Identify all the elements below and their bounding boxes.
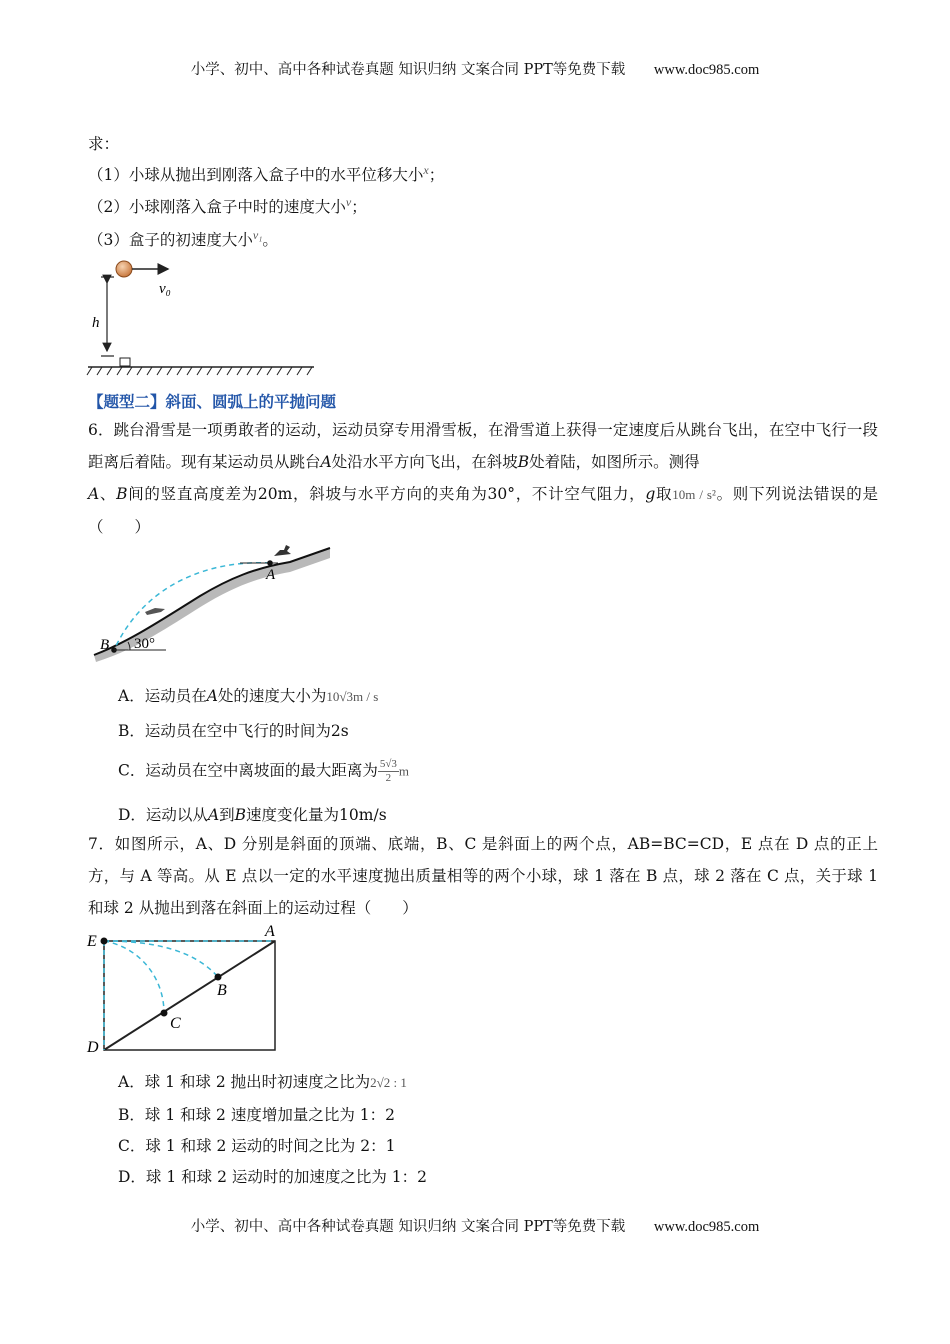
- q5-part2: [88, 195, 367, 217]
- svg-text:30°: 30°: [134, 636, 155, 652]
- q5-part3-symbol: v₁: [252, 228, 263, 242]
- svg-text:E: E: [87, 933, 97, 950]
- point-B: [215, 974, 222, 981]
- q6-stem: [88, 414, 878, 543]
- q5-part3: [88, 228, 278, 250]
- q6-option-b[interactable]: B．运动员在空中飞行的时间为2s: [118, 722, 349, 740]
- q6-figure: [90, 538, 340, 663]
- header-url[interactable]: www.doc985.com: [653, 62, 760, 78]
- skier-top: [274, 545, 291, 556]
- q6-option-c-denominator: 2: [385, 772, 392, 784]
- q7-option-d[interactable]: D．球 1 和球 2 运动时的加速度之比为 1：2: [118, 1168, 428, 1186]
- q6-stem-f: 取: [655, 485, 673, 503]
- q6-option-d-B: B: [234, 806, 247, 824]
- svg-text:D: D: [87, 1039, 99, 1056]
- q5-part1-end: ；: [428, 166, 445, 185]
- box: [120, 358, 130, 366]
- q5-part1-symbol: x: [423, 163, 429, 177]
- skier-mid: [145, 608, 165, 615]
- q6-g-value: 10m / s²: [672, 487, 716, 502]
- h-label: h: [92, 315, 100, 331]
- point-E: [101, 938, 108, 945]
- q6-stem-c: 处着陆，如图所示。测得: [529, 453, 700, 471]
- footer-text: 小学、初中、高中各种试卷真题 知识归纳 文案合同 PPT等免费下载: [190, 1219, 626, 1235]
- q6-option-a[interactable]: [118, 684, 378, 706]
- q6-option-a-value: 10√3m / s: [326, 689, 379, 704]
- svg-text:B: B: [100, 637, 110, 653]
- q6-option-a-text: A．运动员在: [118, 687, 207, 705]
- point-C: [161, 1010, 168, 1017]
- q6-stem-b: 处沿水平方向飞出，在斜坡: [331, 453, 518, 471]
- q5-part3-end: 。: [262, 231, 278, 250]
- q7-option-b[interactable]: B．球 1 和球 2 速度增加量之比为 1：2: [118, 1106, 395, 1124]
- q6-option-d-A: A: [207, 806, 220, 824]
- q5-part1: [88, 163, 444, 185]
- q5-part1-text: （1）小球从抛出到刚落入盒子中的水平位移大小: [88, 166, 424, 185]
- q6-stem-e: 间的竖直高度差为20m，斜坡与水平方向的夹角为30°，不计空气阻力，: [127, 485, 646, 503]
- q6-stem-A: A: [320, 453, 332, 471]
- q5-part2-symbol: v: [345, 195, 352, 209]
- q6-option-c-numerator: 5√3: [379, 758, 397, 770]
- q5-intro: 求：: [88, 135, 120, 153]
- footer-url[interactable]: www.doc985.com: [653, 1219, 760, 1235]
- q6-option-d-text: D．运动以从: [118, 806, 208, 824]
- q7-option-c[interactable]: C．球 1 和球 2 运动的时间之比为 2：1: [118, 1137, 396, 1155]
- q6-option-d-text3: 速度变化量为10m/s: [246, 806, 387, 824]
- page-header: [0, 58, 950, 79]
- q6-option-a-A: A: [206, 687, 218, 705]
- q6-stem-d: 、: [99, 485, 117, 503]
- q5-figure: [84, 255, 324, 380]
- q5-part2-end: ；: [351, 198, 367, 217]
- q5-part2-text: （2）小球刚落入盒子中时的速度大小: [88, 198, 346, 217]
- section-title: 【题型二】斜面、圆弧上的平抛问题: [88, 392, 337, 411]
- trajectory-1: [104, 941, 218, 977]
- q6-stem-tail: 。则下列说法错误的是（ ）: [88, 485, 878, 536]
- q6-option-d-text2: 到: [219, 806, 235, 824]
- q6-stem-B2: B: [116, 485, 128, 503]
- q7-option-a-text: A．球 1 和球 2 抛出时初速度之比为: [118, 1073, 371, 1091]
- svg-text:C: C: [170, 1015, 181, 1032]
- trajectory-2: [104, 941, 164, 1013]
- q6-stem-g: g: [645, 485, 656, 503]
- incline-diagonal: [104, 941, 275, 1050]
- q6-option-c[interactable]: [118, 758, 409, 785]
- ball: [116, 261, 132, 277]
- q6-stem-A2: A: [88, 485, 100, 503]
- svg-text:B: B: [217, 982, 227, 999]
- q6-option-a-text2: 处的速度大小为: [217, 687, 327, 705]
- page-footer: [0, 1215, 950, 1236]
- svg-text:A: A: [266, 567, 276, 583]
- header-text: 小学、初中、高中各种试卷真题 知识归纳 文案合同 PPT等免费下载: [190, 62, 626, 78]
- q7-option-a[interactable]: [118, 1070, 407, 1092]
- point-A: [267, 560, 273, 566]
- q6-stem-a: 6．跳台滑雪是一项勇敢者的运动，运动员穿专用滑雪板，在滑雪道上获得一定速度后从跳台飞出，在空中飞行一段距离后着陆。现有某运动员从跳台: [88, 421, 878, 471]
- v0-label: v₀: [159, 281, 171, 297]
- q7-figure: [84, 922, 294, 1057]
- q7-option-a-value: 2√2 : 1: [370, 1075, 407, 1090]
- q6-option-d[interactable]: [118, 803, 387, 825]
- q6-option-c-text: C．运动员在空中离坡面的最大距离为: [118, 761, 378, 780]
- q6-option-c-unit: m: [398, 763, 410, 779]
- q6-stem-B: B: [517, 453, 530, 471]
- svg-text:A: A: [265, 923, 275, 940]
- q5-part3-text: （3）盒子的初速度大小: [88, 231, 253, 250]
- q6-option-c-fraction: [378, 758, 399, 785]
- q7-stem: 7．如图所示，A、D 分别是斜面的顶端、底端，B、C 是斜面上的两个点，AB=BC=CD，E 点在 D 点的正上方，与 A 等高。从 E 点以一定的水平速度抛出质量相等的两个小球，球 1 落在 B 点，球 2 落在 C 点，关于球 1 和球 2 从抛出到落在斜面上的运动过程（ ）: [88, 835, 878, 917]
